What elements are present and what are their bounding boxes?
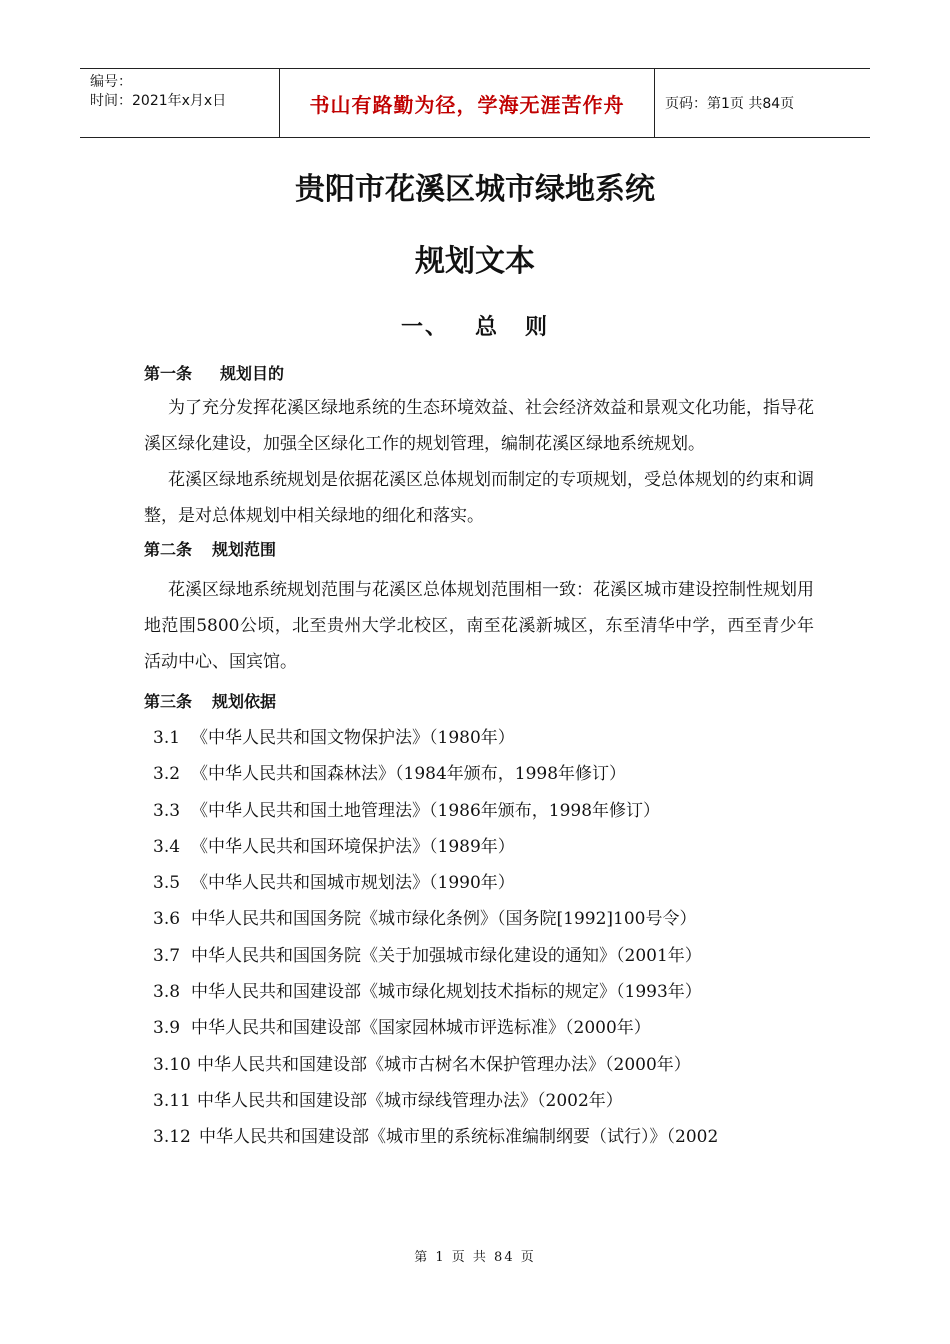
list-item: 3.10 中华人民共和国建设部《城市古树名木保护管理办法》（2000年） [153,1054,691,1075]
header-meta [80,69,280,137]
chapter-number: 一、 [400,315,449,340]
page-info: 页码：第1页 共84页 [665,96,795,112]
article-1-paragraph-1: 为了充分发挥花溪区绿地系统的生态环境效益、社会经济效益和景观文化功能，指导花溪区绿化建设，加强全区绿化工作的规划管理，编制花溪区绿地系统规划。 [144,398,814,454]
doc-title-line1: 贵阳市花溪区城市绿地系统 [295,172,655,207]
header-table [80,68,870,138]
number-label: 编号： [90,74,132,90]
document-body [144,362,814,1156]
list-item: 3.5 《中华人民共和国城市规划法》（1990年） [153,873,515,894]
chapter-heading [0,310,950,341]
list-item: 3.12 中华人民共和国建设部《城市里的系统标准编制纲要（试行）》（2002 [153,1127,719,1148]
article-2-title: 规划范围 [212,540,277,559]
time-label: 时间：2021年x月x日 [90,93,227,109]
list-item: 3.7 中华人民共和国国务院《关于加强城市绿化建设的通知》（2001年） [153,945,702,966]
basis-list [144,720,814,1156]
article-3-title: 规划依据 [212,692,277,711]
header-page-cell [655,69,870,137]
article-1-number: 第一条 [144,364,193,383]
list-item: 3.1 《中华人民共和国文物保护法》（1980年） [153,728,515,748]
article-3-heading [144,690,814,714]
chapter-word-1: 总 [474,315,499,340]
page-footer: 第 1 页 共 84 页 [414,1250,536,1265]
doc-title-line2: 规划文本 [415,244,535,279]
article-1-heading [144,362,814,386]
motto: 书山有路勤为径，学海无涯苦作舟 [309,92,625,117]
list-item: 3.8 中华人民共和国建设部《城市绿化规划技术指标的规定》（1993年） [153,982,702,1003]
list-item: 3.6 中华人民共和国国务院《城市绿化条例》（国务院[1992]100号令） [153,909,697,930]
list-item: 3.3 《中华人民共和国土地管理法》（1986年颁布，1998年修订） [153,800,661,821]
article-2-number: 第二条 [144,540,193,559]
article-2-heading [144,538,814,562]
list-item: 3.4 《中华人民共和国环境保护法》（1989年） [153,836,515,857]
list-item: 3.2 《中华人民共和国森林法》（1984年颁布，1998年修订） [153,764,627,785]
header-motto-cell [280,69,655,137]
list-item: 3.11 中华人民共和国建设部《城市绿线管理办法》（2002年） [153,1090,623,1111]
article-1-paragraph-2: 花溪区绿地系统规划是依据花溪区总体规划而制定的专项规划，受总体规划的约束和调整，是对总体规划中相关绿地的细化和落实。 [144,470,814,526]
chapter-word-2: 则 [525,315,550,340]
article-3-number: 第三条 [144,692,193,711]
list-item: 3.9 中华人民共和国建设部《国家园林城市评选标准》（2000年） [153,1018,651,1039]
article-2-paragraph-1: 花溪区绿地系统规划范围与花溪区总体规划范围相一致：花溪区城市建设控制性规划用地范围5800公顷，北至贵州大学北校区，南至花溪新城区，东至清华中学，西至青少年活动中心、国宾馆。 [144,580,814,672]
article-1-title: 规划目的 [220,364,285,383]
